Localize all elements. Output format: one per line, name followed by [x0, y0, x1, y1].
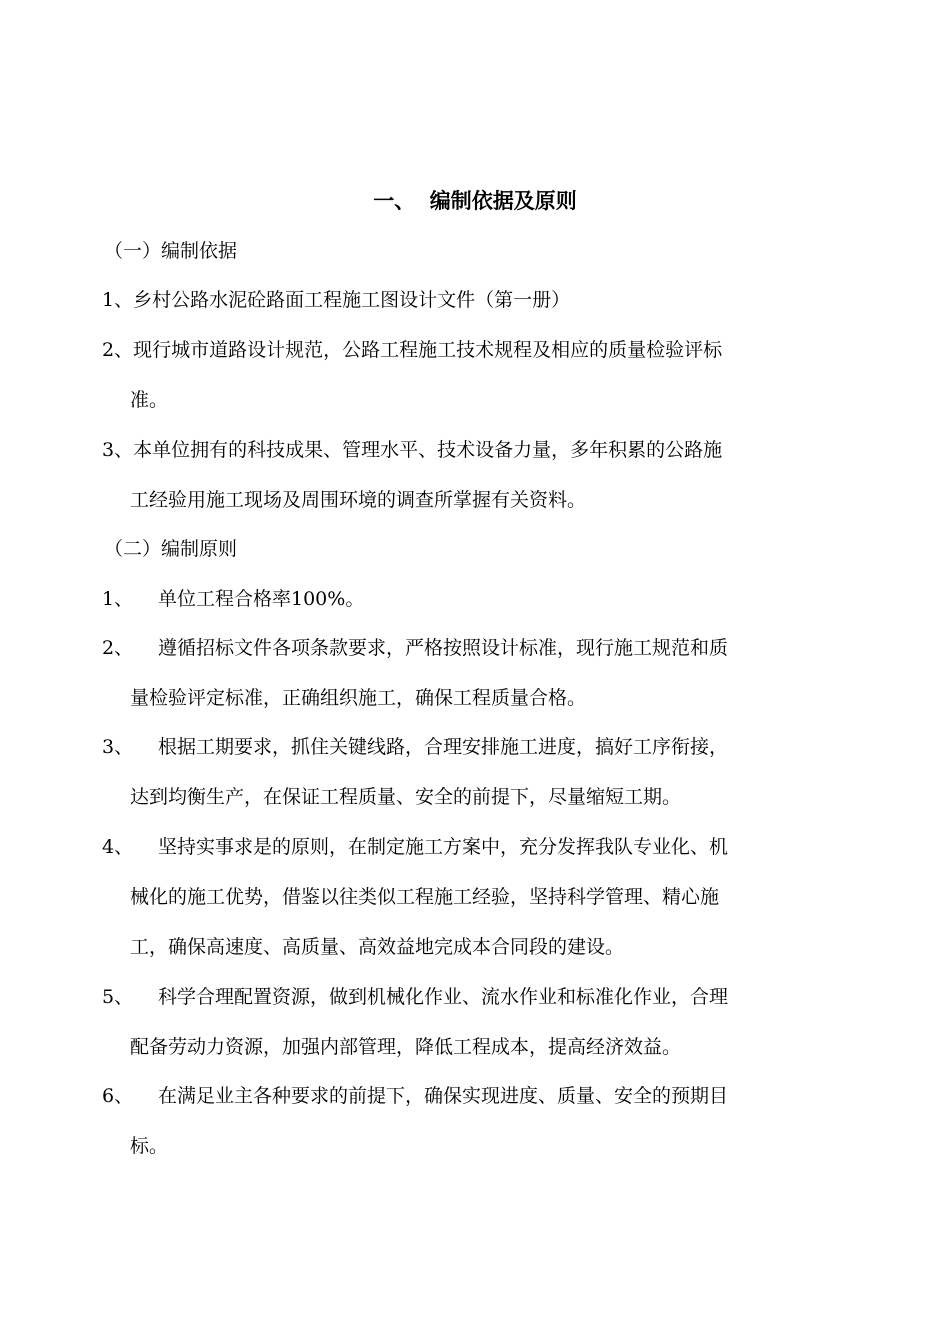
item-text: 遵循招标文件各项条款要求，严格按照设计标准，现行施工规范和质: [158, 637, 729, 659]
item-line-continued: 达到均衡生产，在保证工程质量、安全的前提下，尽量缩短工期。: [130, 786, 682, 808]
item-line: [102, 425, 842, 475]
principle-item-5: [102, 972, 842, 1072]
item-text: 在满足业主各种要求的前提下，确保实现进度、质量、安全的预期目: [158, 1085, 729, 1107]
item-text: 坚持实事求是的原则，在制定施工方案中，充分发挥我队专业化、机: [158, 836, 729, 858]
basis-item-3: [102, 425, 842, 525]
item-number: 5、: [102, 986, 134, 1008]
item-line-continued: 准。: [130, 389, 169, 411]
item-number: 1、: [102, 588, 134, 610]
item-text: 本单位拥有的科技成果、管理水平、技术设备力量，多年积累的公路施: [133, 439, 723, 461]
principles-heading: （二）编制原则: [104, 538, 238, 560]
item-number: 3、: [102, 439, 134, 461]
principle-item-4: [102, 822, 842, 972]
item-number: 2、: [102, 637, 134, 659]
principle-item-2: [102, 623, 842, 723]
basis-item-1: [102, 275, 842, 325]
principle-item-6: [102, 1071, 842, 1171]
item-line-continued: 配备劳动力资源，加强内部管理，降低工程成本，提高经济效益。: [130, 1036, 682, 1058]
item-number: 2、: [102, 339, 134, 361]
item-line-continued: 工，确保高速度、高质量、高效益地完成本合同段的建设。: [130, 936, 625, 958]
item-line: [102, 275, 842, 325]
item-line: [102, 623, 842, 673]
item-text: 根据工期要求，抓住关键线路，合理安排施工进度，搞好工序衔接，: [158, 736, 729, 758]
item-number: 4、: [102, 836, 134, 858]
item-line: [102, 1071, 842, 1121]
item-line: [102, 325, 842, 375]
item-text: 单位工程合格率100%。: [158, 588, 365, 610]
item-number: 1、: [102, 289, 134, 311]
item-line: [102, 822, 842, 872]
item-line: [102, 574, 842, 624]
basis-heading: （一）编制依据: [104, 240, 238, 262]
item-line-continued: 械化的施工优势，借鉴以往类似工程施工经验，坚持科学管理、精心施: [130, 886, 720, 908]
item-line-continued: 标。: [130, 1135, 169, 1157]
item-line-continued: 工经验用施工现场及周围环境的调查所掌握有关资料。: [130, 489, 587, 511]
item-text: 现行城市道路设计规范，公路工程施工技术规程及相应的质量检验评标: [133, 339, 723, 361]
basis-item-2: [102, 325, 842, 425]
item-line-continued: 量检验评定标准，正确组织施工，确保工程质量合格。: [130, 687, 587, 709]
item-text: 科学合理配置资源，做到机械化作业、流水作业和标准化作业，合理: [158, 986, 729, 1008]
item-text: 乡村公路水泥砼路面工程施工图设计文件（第一册）: [133, 289, 571, 311]
item-line: [102, 722, 842, 772]
item-line: [102, 972, 842, 1022]
item-number: 6、: [102, 1085, 134, 1107]
item-number: 3、: [102, 736, 134, 758]
section-title: 一、 编制依据及原则: [373, 188, 577, 213]
principle-item-1: [102, 574, 842, 624]
principle-item-3: [102, 722, 842, 822]
